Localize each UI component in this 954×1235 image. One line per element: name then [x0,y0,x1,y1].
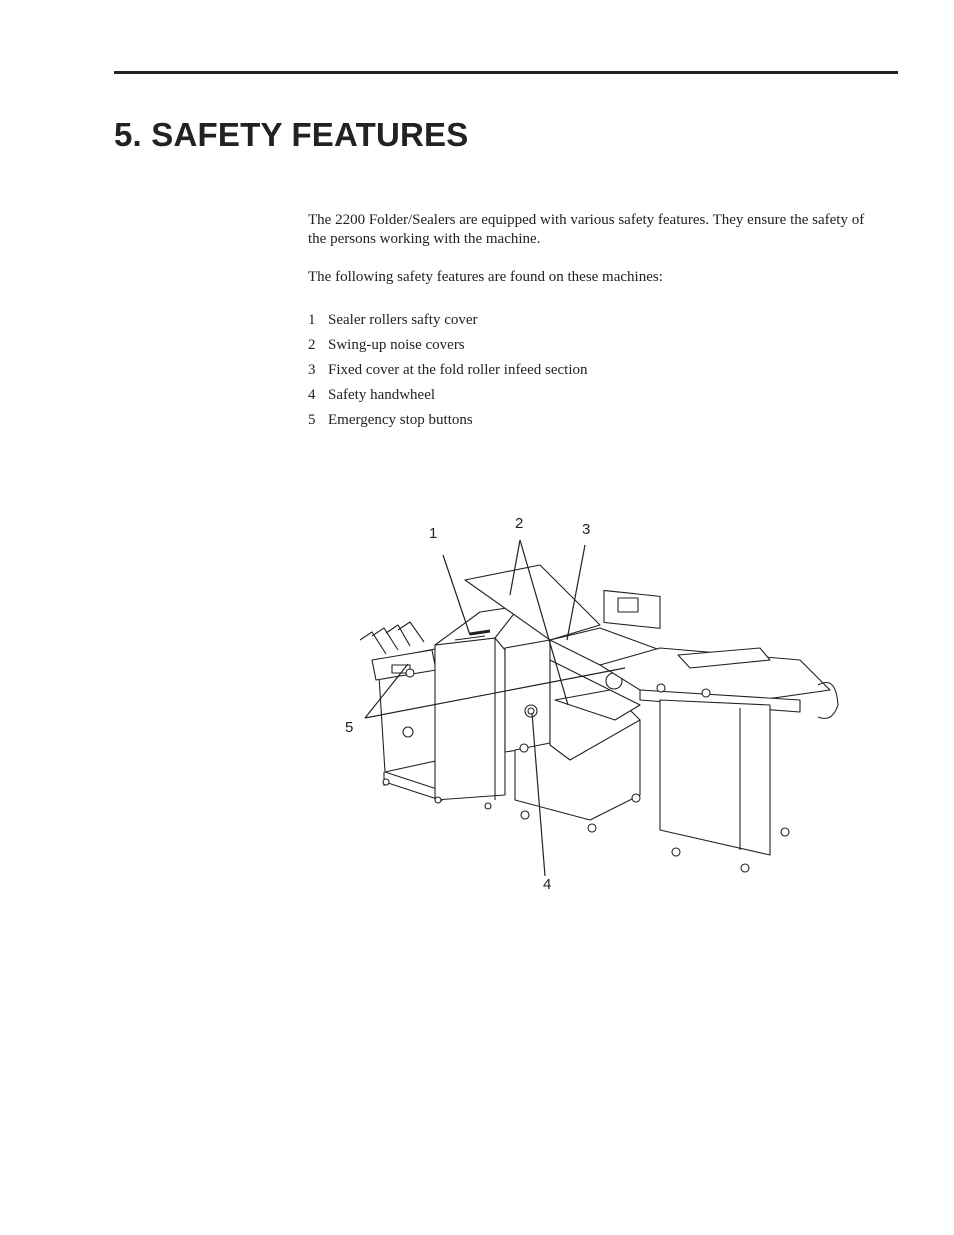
list-item [308,386,588,411]
callout-label: 4 [543,876,552,893]
callout-label: 3 [582,521,591,538]
header-rule [114,71,898,74]
item-label: Fixed cover at the fold roller infeed section [328,362,588,378]
callout-label: 2 [515,515,524,532]
intro-paragraph: The 2200 Folder/Sealers are equipped with various safety features. They ensure the safety of the persons working with the machine. [308,212,865,247]
lead-paragraph: The following safety features are found on these machines: [308,269,663,285]
list-item [308,311,588,336]
callout-label: 1 [429,525,438,542]
list-item [308,361,588,386]
item-number: 5 [308,412,316,428]
item-number: 1 [308,312,316,328]
item-label: Safety handwheel [328,387,436,403]
list-item [308,336,588,361]
item-label: Swing-up noise covers [328,337,465,353]
item-number: 3 [308,362,316,378]
item-number: 2 [308,337,316,353]
item-label: Sealer rollers safty cover [328,312,478,328]
machine-illustration [330,505,850,900]
callout-label: 5 [345,719,354,736]
item-number: 4 [308,387,316,403]
item-label: Emergency stop buttons [328,412,473,428]
page-title: 5. SAFETY FEATURES [114,116,469,153]
safety-feature-list [308,311,588,436]
list-item [308,411,588,436]
